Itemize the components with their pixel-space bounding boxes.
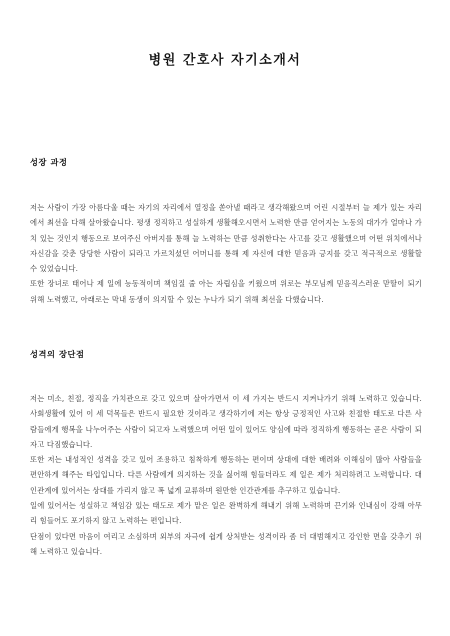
paragraph: 또한 장녀로 태어나 제 일에 능동적이며 책임질 줄 아는 자립심을 키웠으며 위로는 부모님께 믿음직스러운 맏딸이 되기 위해 노력했고, 아래로는 막내 동생이 의지할 수 있는 누나가 되기 위해 최선을 다했습니다.	[30, 279, 422, 304]
section-heading-growth: 성장 과정	[30, 157, 68, 167]
section-body-growth	[30, 200, 422, 307]
paragraph: 저는 미소, 친절, 정직을 가치관으로 갖고 있으며 살아가면서 이 세 가지는 반드시 지켜나가기 위해 노력하고 있습니다. 사회생활에 있어 이 세 덕목들은 반드시 필요한 것이라고 생각하기에 저는 항상 긍정적인 사고와 친절한 태도로 다른 사람들에게 행복을 나누어주는 사람이 되고자 노력했으며 어떤 일이 있어도 양심에 따라 정직하게 행동하는 곧은 사람이 되자고 다짐했습니다.	[30, 394, 422, 449]
paragraph: 단점이 있다면 마음이 여리고 소심하며 외부의 자극에 쉽게 상처받는 성격이라 좀 더 대범해지고 강인한 면을 갖추기 위해 노력하고 있습니다.	[30, 531, 422, 556]
paragraph: 또한 저는 내성적인 성격을 갖고 있어 조용하고 침착하게 행동하는 편이며 상대에 대한 배려와 이해심이 많아 사람들을 편안하게 해주는 타입입니다. 다른 사람에게 의지하는 것을 싫어해 힘들더라도 제 일은 제가 처리하려고 노력합니다. 대인관계에 있어서는 상대를 가리지 않고 폭 넓게 교류하며 원만한 인간관계를 추구하고 있습니다.	[30, 455, 422, 495]
paragraph: 저는 사람이 가장 아름다울 때는 자기의 자리에서 열정을 쏟아낼 때라고 생각해왔으며 어린 시절부터 늘 제가 있는 자리에서 최선을 다해 살아왔습니다. 평생 정직하고 성실하게 생활해오시면서 노력한 만큼 얻어지는 노동의 대가가 얼마나 가치 있는 것인지 행동으로 보여주신 아버지를 통해 늘 노력하는 만큼 성취한다는 사고를 갖고 생활했으며 어떤 위치에서나 자신감을 갖춘 당당한 사람이 되라고 가르치셨던 어머니를 통해 제 자신에 대한 믿음과 긍지를 갖고 적극적으로 생활할 수 있었습니다.	[30, 203, 422, 274]
document-title: 병원 간호사 자기소개서	[148, 53, 302, 68]
paragraph: 일에 있어서는 성실하고 책임감 있는 태도로 제가 맡은 일은 완벽하게 해내기 위해 노력하며 끈기와 인내심이 강해 아무리 힘들어도 포기하지 않고 노력하는 편입니다.	[30, 501, 422, 526]
section-body-personality	[30, 391, 422, 559]
section-heading-personality: 성격의 장단점	[30, 349, 85, 359]
